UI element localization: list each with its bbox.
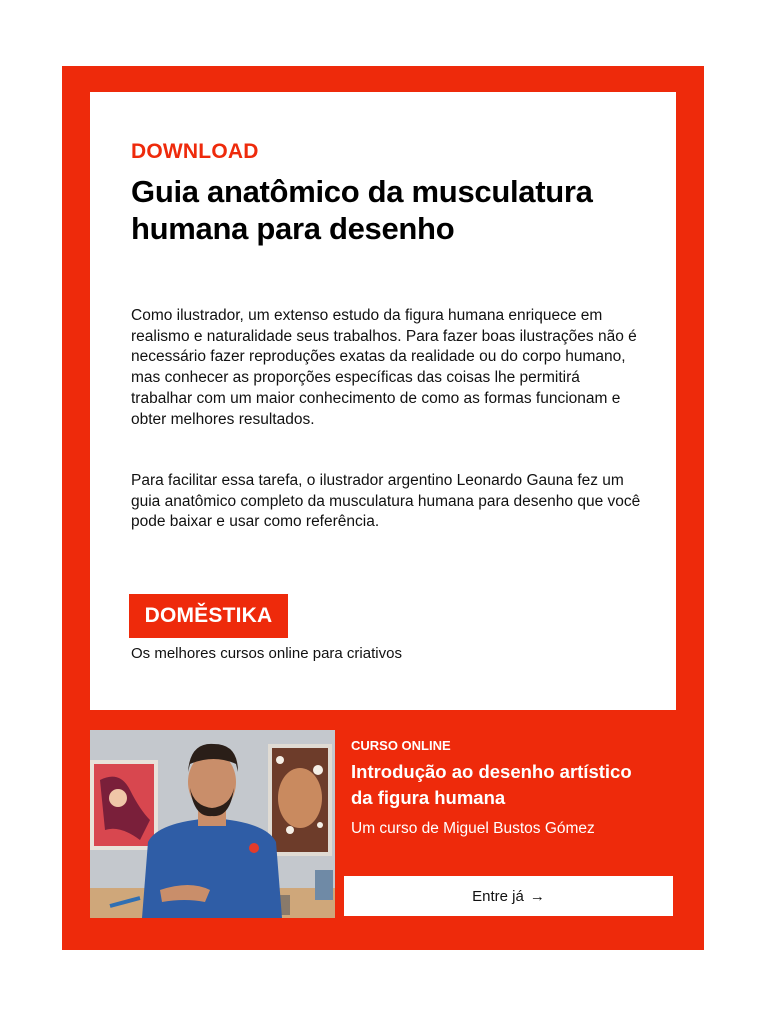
intro-paragraph: Como ilustrador, um extenso estudo da figura humana enriquece em realismo e naturalidade seus trabalhos. Para fazer boas ilustrações não é necessário fazer reproduções exatas da realidade ou do corpo humano, mas conhecer as proporções específicas das coisas lhe permitirá trabalhar com um maior conhecimento de como as formas funcionam e obter melhores resultados. xyxy=(131,307,637,428)
arrow-right-icon: → xyxy=(529,887,545,905)
content-card xyxy=(90,92,676,710)
course-instructor-photo xyxy=(90,730,335,918)
course-kicker: CURSO ONLINE xyxy=(351,738,451,753)
page-title: Guia anatômico da musculatura humana para desenho xyxy=(131,174,593,246)
enter-now-button[interactable] xyxy=(344,876,673,916)
detail-paragraph: Para facilitar essa tarefa, o ilustrador argentino Leonardo Gauna fez um guia anatômico completo da musculatura humana para desenho que você pode baixar e usar como referência. xyxy=(131,472,641,531)
brand-tagline: Os melhores cursos online para criativos xyxy=(131,645,402,662)
course-author: Um curso de Miguel Bustos Gómez xyxy=(351,820,595,837)
promo-frame xyxy=(62,66,704,950)
download-kicker: DOWNLOAD xyxy=(131,140,259,163)
logo-text: DOMĚSTIKA xyxy=(144,604,273,627)
domestika-logo[interactable] xyxy=(129,594,288,638)
cta-label: Entre já xyxy=(472,887,524,905)
course-title[interactable]: Introdução ao desenho artístico da figura humana xyxy=(351,761,632,808)
